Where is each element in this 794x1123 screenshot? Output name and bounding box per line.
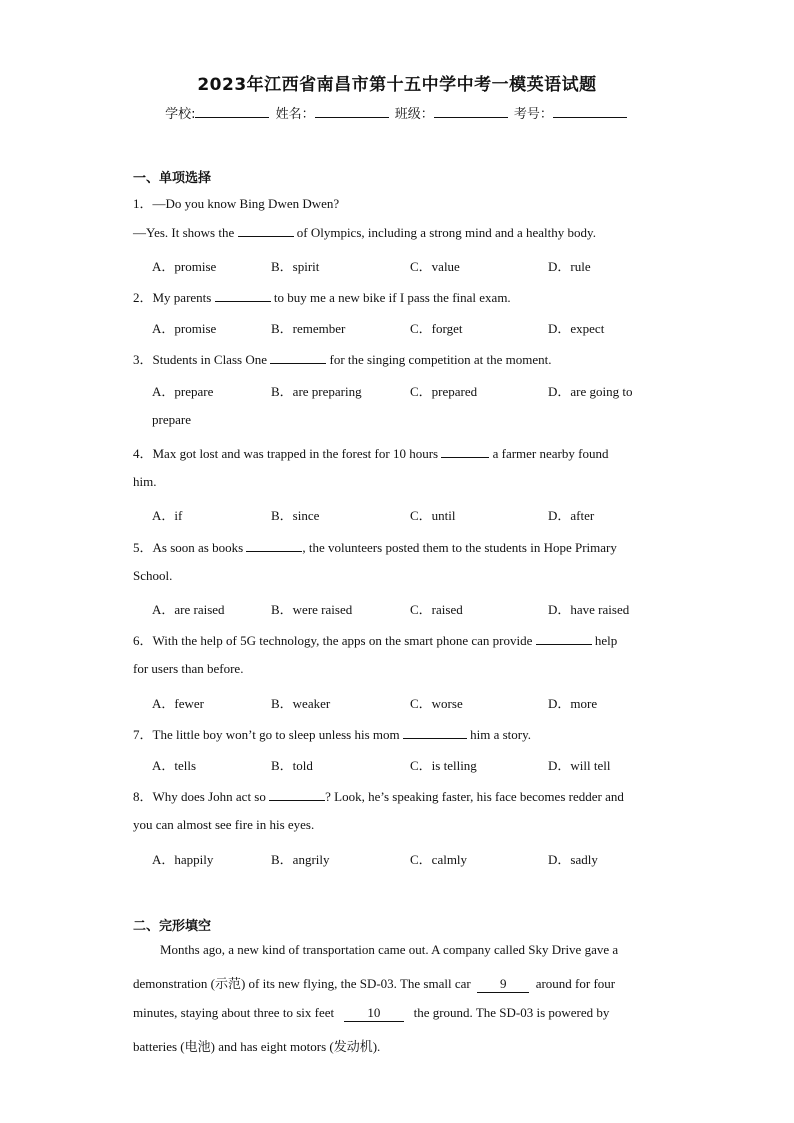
question-8-stem: 8．Why does John act so ? Look, he’s speaking faster, his face becomes redder and xyxy=(133,789,624,804)
answer-blank[interactable] xyxy=(270,352,326,364)
cloze-line-2: demonstration (示范) of its new flying, the SD-03. The small car 9 around for four xyxy=(133,976,616,991)
school-label: 学校: xyxy=(165,107,196,122)
question-1-options xyxy=(152,256,672,274)
cloze-line-3: minutes, staying about three to six feet 10 the ground. The SD-03 is powered by xyxy=(133,1005,610,1020)
name-field[interactable] xyxy=(315,105,389,118)
question-8-options xyxy=(152,849,672,867)
answer-blank[interactable] xyxy=(246,540,302,552)
option-c[interactable]: C．calmly xyxy=(410,852,468,867)
option-b[interactable]: B．spirit xyxy=(271,259,320,274)
option-d[interactable]: D．sadly xyxy=(548,852,598,867)
question-3-option-wrap xyxy=(152,412,672,430)
option-b[interactable]: B．weaker xyxy=(271,696,331,711)
option-d[interactable]: D．are going to xyxy=(548,384,633,399)
option-d[interactable]: D．expect xyxy=(548,321,605,336)
question-7-stem: 7．The little boy won’t go to sleep unless his mom him a story. xyxy=(133,727,532,742)
option-b[interactable]: B．since xyxy=(271,508,320,523)
question-8-stem-cont: you can almost see fire in his eyes. xyxy=(133,817,315,832)
question-7-options xyxy=(152,755,672,773)
option-d[interactable]: D．will tell xyxy=(548,758,611,773)
id-field[interactable] xyxy=(553,105,627,118)
cloze-line-4: batteries (电池) and has eight motors (发动机). xyxy=(133,1039,381,1054)
question-3-options xyxy=(152,381,672,399)
cloze-blank-10[interactable]: 10 xyxy=(344,1005,404,1022)
question-4-stem-cont: him. xyxy=(133,474,157,489)
option-a[interactable]: A．promise xyxy=(152,259,217,274)
option-b[interactable]: B．remember xyxy=(271,321,346,336)
option-c[interactable]: C．is telling xyxy=(410,758,477,773)
option-b[interactable]: B．told xyxy=(271,758,313,773)
question-5-stem: 5．As soon as books , the volunteers posted them to the students in Hope Primary xyxy=(133,540,617,555)
option-d[interactable]: D．have raised xyxy=(548,602,630,617)
answer-blank[interactable] xyxy=(238,225,294,237)
page-title: 2023年江西省南昌市第十五中学中考一模英语试题 xyxy=(197,75,597,95)
answer-blank[interactable] xyxy=(536,633,592,645)
option-c[interactable]: C．prepared xyxy=(410,384,478,399)
class-label: 班级： xyxy=(394,107,434,122)
option-d[interactable]: D．more xyxy=(548,696,598,711)
option-c[interactable]: C．until xyxy=(410,508,456,523)
question-1-line-2: —Yes. It shows the of Olympics, including a strong mind and a healthy body. xyxy=(133,225,596,240)
question-1-line-1: 1．—Do you know Bing Dwen Dwen? xyxy=(133,196,340,211)
option-a[interactable]: A．promise xyxy=(152,321,217,336)
question-6-stem: 6．With the help of 5G technology, the apps on the smart phone can provide help xyxy=(133,633,618,648)
option-d[interactable]: D．after xyxy=(548,508,595,523)
cloze-line-1: Months ago, a new kind of transportation came out. A company called Sky Drive gave a xyxy=(160,942,619,957)
option-a[interactable]: A．prepare xyxy=(152,384,214,399)
school-field[interactable] xyxy=(195,105,269,118)
option-a[interactable]: A．if xyxy=(152,508,183,523)
name-label: 姓名： xyxy=(275,107,315,122)
section-heading-choice: 一、单项选择 xyxy=(133,171,212,186)
question-2-options xyxy=(152,318,672,336)
option-b[interactable]: B．angrily xyxy=(271,852,330,867)
question-5-options xyxy=(152,599,672,617)
question-2-stem: 2．My parents to buy me a new bike if I pass the final exam. xyxy=(133,290,511,305)
option-a[interactable]: A．tells xyxy=(152,758,197,773)
option-a[interactable]: A．fewer xyxy=(152,696,204,711)
cloze-blank-9[interactable]: 9 xyxy=(477,976,529,993)
class-field[interactable] xyxy=(434,105,508,118)
question-3-stem: 3．Students in Class One for the singing competition at the moment. xyxy=(133,352,552,367)
option-c[interactable]: C．forget xyxy=(410,321,463,336)
option-d[interactable]: D．rule xyxy=(548,259,591,274)
section-heading-cloze: 二、完形填空 xyxy=(133,919,212,934)
option-b[interactable]: B．are preparing xyxy=(271,384,362,399)
question-5-stem-cont: School. xyxy=(133,568,173,583)
question-6-stem-cont: for users than before. xyxy=(133,661,244,676)
question-6-options xyxy=(152,693,672,711)
answer-blank[interactable] xyxy=(403,727,467,739)
student-info-row xyxy=(0,103,794,122)
answer-blank[interactable] xyxy=(441,446,489,458)
question-4-stem: 4．Max got lost and was trapped in the forest for 10 hours a farmer nearby found xyxy=(133,446,609,461)
option-a[interactable]: A．are raised xyxy=(152,602,225,617)
question-4-options xyxy=(152,505,672,523)
option-c[interactable]: C．value xyxy=(410,259,460,274)
answer-blank[interactable] xyxy=(269,789,325,801)
answer-blank[interactable] xyxy=(215,290,271,302)
option-b[interactable]: B．were raised xyxy=(271,602,353,617)
option-c[interactable]: C．raised xyxy=(410,602,463,617)
id-label: 考号： xyxy=(513,107,553,122)
option-c[interactable]: C．worse xyxy=(410,696,463,711)
option-d-continuation: prepare xyxy=(152,412,191,427)
option-a[interactable]: A．happily xyxy=(152,852,214,867)
